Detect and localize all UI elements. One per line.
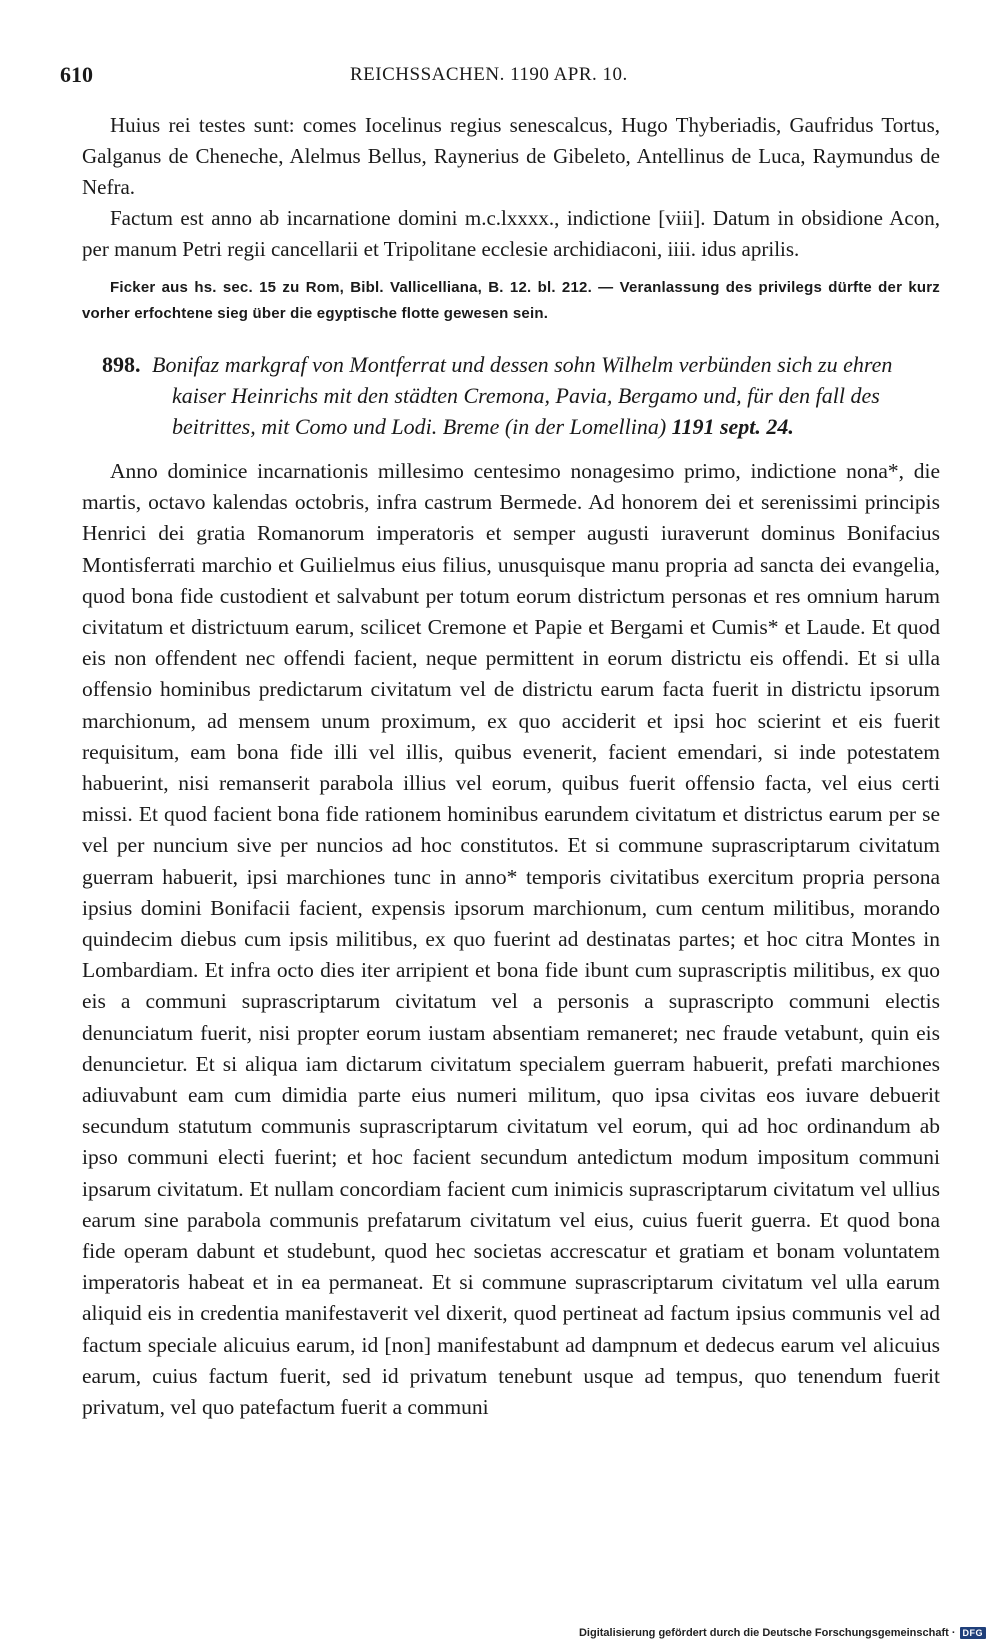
document-body: [82, 456, 940, 1423]
document-heading: [82, 349, 940, 442]
document-body-text: Anno dominice incarnationis millesimo centesimo nonagesimo primo, indictione nona*, die martis, octavo kalendas octobris, infra castrum Bermede. Ad honorem dei et serenissimi principis Henrici dei gratia Romanorum imperatoris et semper augusti iuraverunt dominus Bonifacius Montisferrati marchio et Guilielmus eius filius, unusquisque manu propria ad sancta dei evangelia, quod bona fide custodient et salvabunt per totum eorum districtum personas et res omnium harum civitatum et districtuum earum, scilicet Cremone et Papie et Bergami et Cumis* et Laude. Et quod eis non offendent nec offendi facient, neque permittent in eorum districtu eis offendi. Et si ulla offensio hominibus predictarum civitatum vel de districtu earum facta fuerit in districtu ipsorum marchionum, ad mensem unum proximum, ex quo acciderit et ipsi hoc scierint et eis fuerit requisitum, eam bona fide illi vel illis, quibus evenerit, facient emendari, si inde potestatem habuerint, nisi remanserit parabola illius vel eorum, quibus fuerit offensio facta, vel eius certi missi. Et quod facient bona fide rationem hominibus earundem civitatum et districtus earum per se vel per nuncium sive per nuncios ad hoc constitutos. Et si commune suprascriptarum civitatum guerram habuerit, ipsi marchiones tunc in anno* temporis civitatibus exercitum propria persona ipsius domini Bonifacii facient, expensis ipsorum marchionum, cum centum militibus, morando quindecim diebus cum ipsis militibus, ex quo fuerint ad destinatas partes; et hoc citra Montes in Lombardiam. Et infra octo dies iter arripient et bona fide ibunt cum suprascriptis militibus, ex quo eis a communi suprascriptarum civitatum vel a personis a suprascripto communi electis denunciatum fuerit, nisi propter eorum iustam absentiam remaneret; nec fraude vetabunt, quin eis denuncietur. Et si aliqua iam dictarum civitatum specialem guerram habuerit, prefati marchiones adiuvabunt eam cum dimidia parte eius numeri militum, quo ipsa civitas eos iuvare debuerit secundum statutum communis suprascriptarum civitatum vel eorum, qui ad hoc ordinandum ab ipso communi electi fuerint; et hoc facient secundum antedictum modum impositum communi ipsarum civitatum. Et nullam concordiam facient cum inimicis suprascriptarum civitatum vel ullius earum sine parabola communis prefatarum civitatum vel eius, cuius fuerit guerra. Et quod bona fide operam dabunt et studebunt, quod hec societas accrescatur et gratiam et bonam voluntatem imperatoris habeat et in ea permaneat. Et si commune suprascriptarum civitatum vel ulla earum aliquid eis in credentia manifestaverit vel dixerit, quod pertineat ad factum ipsius communis vel ad factum speciale alicuius earum, id [non] manifestabunt ad dampnum et dedecus earum vel alicuius earum, cuius factum fuerit, sed id privatum tenebunt usque ad tempus, quo tenendum fuerit privatum, vel quo patefactum fuerit a communi: [82, 459, 940, 1420]
dfg-logo: DFG: [960, 1627, 987, 1639]
witness-list: Huius rei testes sunt: comes Iocelinus regius senescalcus, Hugo Thyberiadis, Gaufridus Tortus, Galganus de Cheneche, Alelmus Bellus, Raynerius de Gibeleto, Antellinus de Luca, Raymundus de Nefra.: [82, 113, 940, 199]
digitization-footer: [579, 1627, 986, 1639]
running-head: REICHSSACHEN. 1190 APR. 10.: [350, 64, 628, 85]
page-content: [82, 110, 940, 1423]
document-date: 1191 sept. 24.: [671, 414, 794, 439]
document-title: Bonifaz markgraf von Montferrat und dessen sohn Wilhelm verbünden sich zu ehren kaiser Heinrichs mit den städten Cremona, Pavia, Bergamo und, für den fall des beitrittes, mit Como und Lodi. Breme (in der Lomellina): [152, 352, 893, 439]
footer-credit: Digitalisierung gefördert durch die Deutsche Forschungsgemeinschaft ·: [578, 1627, 956, 1639]
document-number: 898.: [102, 352, 141, 377]
dating-clause: Factum est anno ab incarnatione domini m.c.lxxxx., indictione [viii]. Datum in obsidione Acon, per manum Petri regii cancellarii et Tripolitane ecclesie archidiaconi, iiii. idus aprilis.: [82, 206, 940, 261]
page-number: 610: [60, 62, 93, 87]
page-header: [60, 62, 940, 92]
editorial-note: Ficker aus hs. sec. 15 zu Rom, Bibl. Vallicelliana, B. 12. bl. 212. — Veranlassung des privilegs dürfte der kurz vorher erfochtene sieg über die egyptische flotte gewesen sein.: [82, 279, 940, 322]
